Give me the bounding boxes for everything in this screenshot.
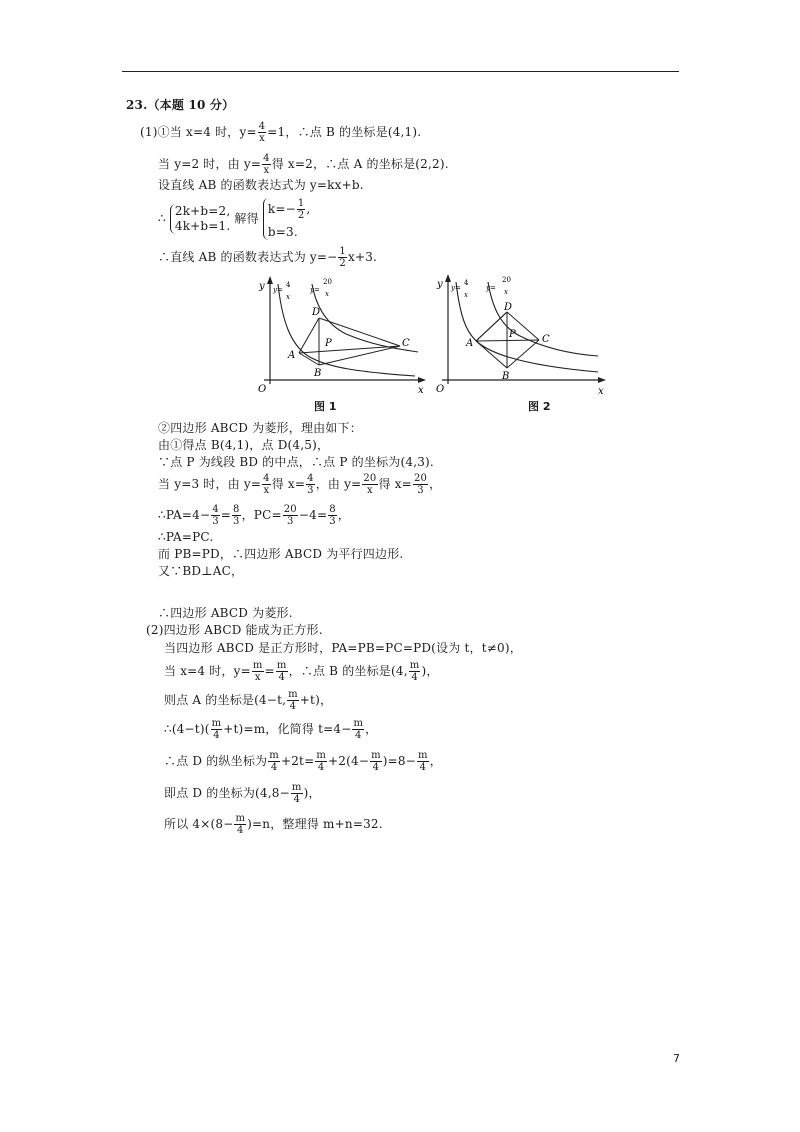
line-final-result: 所以 4×(8− $\frac{m}{4}$ )=n，整理得 m+n=32. — [164, 813, 383, 836]
figure-2-graph — [430, 270, 610, 397]
figure-1-graph — [250, 272, 430, 397]
points-b-d: 由①得点 B(4,1)，点 D(4,5)， — [158, 438, 330, 452]
figure-1-caption: 图 1 — [314, 400, 337, 413]
side-ba — [476, 341, 507, 368]
equation-system: ∴ 2k+b=2, 4k+b=1. 解得 k=− $\frac{1}{2}$ , b=3. — [158, 198, 311, 239]
line-a-coordinate: 当 y=2 时，由 y= $\frac{4}{x}$ 得 x=2，∴点 A 的坐标是(2,2). — [158, 153, 449, 176]
fraction: $\frac{4}{x}$ — [258, 121, 266, 144]
line-ab-result: ∴直线 AB 的函数表达式为 y=− $\frac{1}{2}$ x+3. — [158, 246, 378, 269]
x-axis-arrow — [598, 377, 606, 383]
svg-text:4: 4 — [464, 279, 469, 287]
square-condition: 当四边形 ABCD 是正方形时，PA=PB=PC=PD(设为 t，t≠0)， — [164, 641, 522, 655]
curve-4-over-x — [278, 284, 415, 376]
line-pa-pc: ∴PA=4− $\frac{4}{3}$ = $\frac{8}{3}$ ，PC= $\frac{20}{3}$ −4= $\frac{8}{3}$ ， — [158, 504, 350, 527]
rhombus-claim: ②四边形 ABCD 为菱形，理由如下： — [158, 421, 362, 435]
x-label: x — [598, 386, 604, 397]
point-a: A — [288, 350, 296, 361]
svg-text:4: 4 — [286, 281, 291, 289]
fraction: $\frac{4}{x}$ — [263, 153, 270, 176]
svg-text:y=: y= — [451, 284, 461, 292]
midpoint-p: ∵点 P 为线段 BD 的中点，∴点 P 的坐标为(4,3). — [158, 455, 434, 469]
parallelogram-line: 而 PB=PD，∴四边形 ABCD 为平行四边形. — [158, 547, 404, 561]
figure-2-caption: 图 2 — [528, 400, 551, 413]
x-label: x — [418, 385, 424, 396]
x-axis-arrow — [418, 377, 426, 383]
page-number: 7 — [673, 1052, 680, 1065]
y-label: y — [259, 281, 265, 292]
line-b-coordinate: (1)①当 x=4 时，y= $\frac{4}{x}$ =1，∴点 B 的坐标是(4,1). — [140, 121, 422, 144]
y-label: y — [437, 279, 443, 290]
top-rule — [122, 71, 679, 72]
point-d: D — [504, 302, 513, 313]
point-c: C — [402, 338, 410, 349]
line-d-coordinate: 即点 D 的坐标为(4,8− $\frac{m}{4}$ )， — [164, 782, 321, 805]
svg-text:x: x — [286, 293, 290, 301]
svg-text:x: x — [464, 291, 468, 299]
svg-text:x: x — [504, 288, 508, 296]
side-da — [299, 318, 319, 353]
system-solution: k=− $\frac{1}{2}$ , b=3. — [263, 198, 311, 240]
svg-text:20: 20 — [502, 276, 511, 284]
point-p: P — [509, 329, 516, 340]
y-axis-arrow — [445, 274, 451, 282]
perpendicular-line: 又∵BD⊥AC， — [158, 564, 244, 578]
point-c: C — [542, 334, 550, 345]
line-y-equals-3: 当 y=3 时，由 y= $\frac{4}{x}$ 得 x= $\frac{4}{3}$ ，由 y= $\frac{20}{x}$ 得 x= $\frac{20}{3}$ ， — [158, 473, 442, 496]
line-b-in-m: 当 x=4 时，y= $\frac{m}{x}$ = $\frac{m}{4}$ ，∴点 B 的坐标是(4, $\frac{m}{4}$ )， — [164, 660, 439, 683]
origin-label: O — [258, 384, 267, 395]
square-claim: (2)四边形 ABCD 能成为正方形. — [146, 623, 323, 637]
line-d-ordinate: ∴点 D 的纵坐标为 $\frac{m}{4}$ +2t= $\frac{m}{4}$ +2(4− $\frac{m}{4}$ )=8− $\frac{m}{4}$ ， — [164, 750, 442, 773]
point-a: A — [466, 338, 474, 349]
curve-4-over-x — [456, 282, 598, 372]
point-b: B — [314, 368, 322, 379]
origin-label: O — [436, 384, 445, 395]
pa-equals-pc: ∴PA=PC. — [158, 530, 214, 544]
svg-text:x: x — [325, 290, 329, 298]
point-p: P — [325, 338, 332, 349]
rhombus-conclusion: ∴四边形 ABCD 为菱形. — [158, 606, 293, 620]
svg-text:y=: y= — [273, 286, 283, 294]
svg-text:y=: y= — [310, 286, 320, 294]
point-d: D — [312, 307, 321, 318]
side-ab — [299, 353, 319, 365]
svg-text:y=: y= — [486, 284, 496, 292]
system-left: 2k+b=2, 4k+b=1. — [170, 204, 231, 234]
y-axis-arrow — [267, 276, 273, 284]
line-a-in-m: 则点 A 的坐标是(4−t, $\frac{m}{4}$ +t)， — [164, 689, 333, 712]
line-ab-setup: 设直线 AB 的函数表达式为 y=kx+b. — [158, 178, 364, 192]
svg-text:20: 20 — [323, 278, 332, 286]
line-simplify-t: ∴(4−t)( $\frac{m}{4}$ +t)=m，化简得 t=4− $\frac{m}{4}$ ， — [164, 718, 378, 741]
point-b: B — [502, 371, 510, 382]
problem-header: 23.（本题 10 分） — [126, 98, 235, 112]
